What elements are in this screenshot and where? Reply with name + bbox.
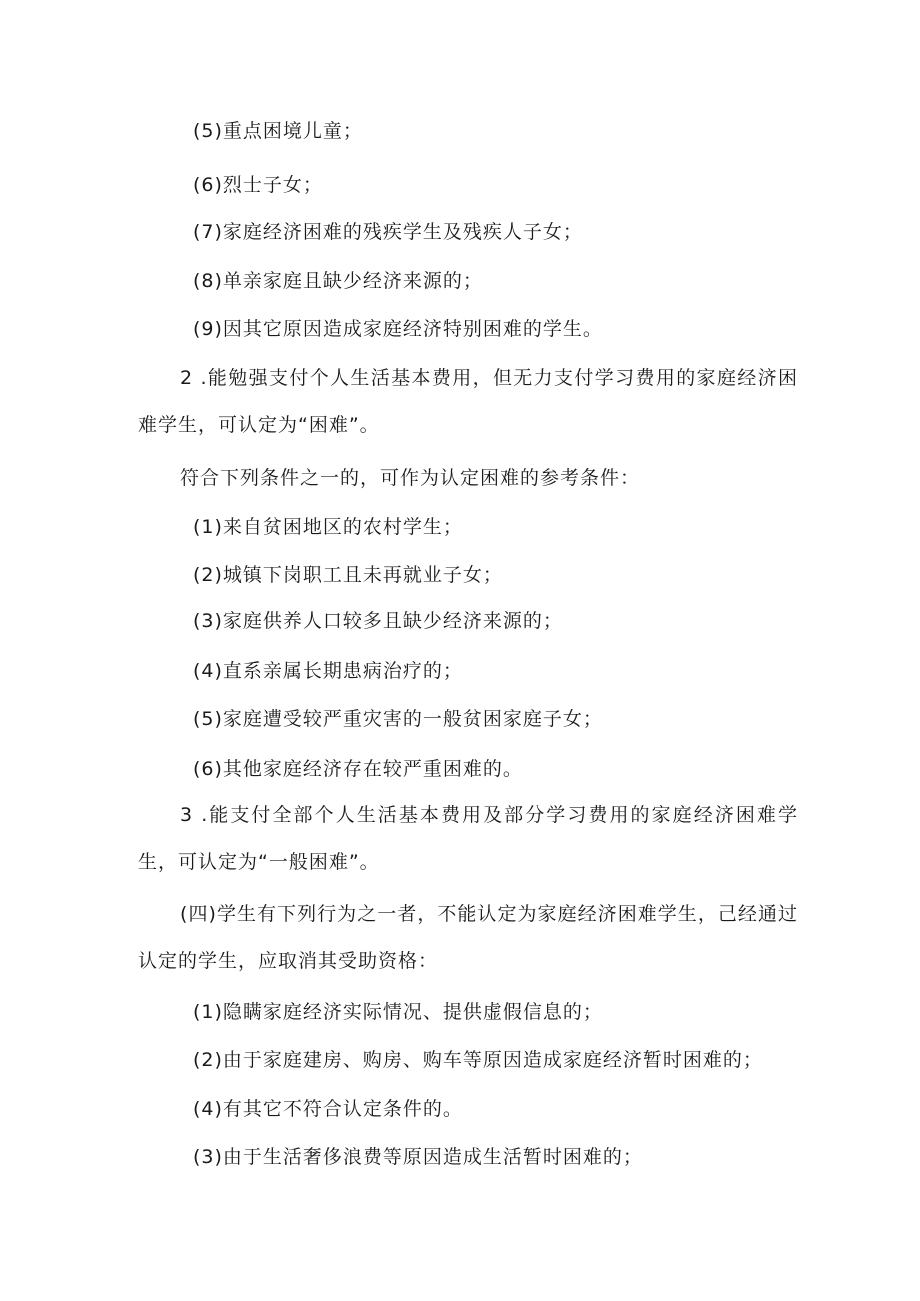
paragraph-reference: 符合下列条件之一的，可作为认定困难的参考条件：: [180, 467, 641, 489]
item-text: 城镇下岗职工且未再就业子女；: [222, 564, 503, 586]
list-item: [193, 1094, 463, 1121]
item-text: 烈士子女；: [222, 174, 323, 196]
item-text: 家庭经济困难的残疾学生及残疾人子女；: [222, 221, 583, 243]
item-marker: (5): [193, 120, 223, 142]
item-marker: (1): [193, 516, 223, 538]
item-marker: (7): [193, 221, 223, 243]
list-item: [193, 170, 323, 197]
list-item: [193, 512, 463, 539]
item-text: 其他家庭经济存在较严重困难的。: [222, 758, 523, 780]
list-item: [193, 217, 583, 244]
item-text: 单亲家庭且缺少经济来源的；: [222, 270, 483, 292]
item-text: 家庭遭受较严重灾害的一般贫困家庭子女；: [222, 708, 603, 730]
item-text: 重点困境儿童；: [222, 120, 363, 142]
item-text: 隐瞒家庭经济实际情况、提供虚假信息的；: [222, 1001, 603, 1023]
item-text: 因其它原因造成家庭经济特别困难的学生。: [222, 318, 603, 340]
list-item: [193, 314, 603, 341]
item-marker: (1): [193, 1001, 223, 1023]
item-marker: (3): [193, 610, 223, 632]
item-marker: (8): [193, 270, 223, 292]
list-item: [193, 560, 503, 587]
item-marker: (6): [193, 174, 223, 196]
paragraph-3: 3 .能支付全部个人生活基本费用及部分学习费用的家庭经济困难学生，可认定为“一般困难”。: [138, 804, 798, 873]
item-text: 有其它不符合认定条件的。: [222, 1098, 463, 1120]
list-item: [193, 606, 563, 633]
item-marker: (9): [193, 318, 223, 340]
item-text: 由于生活奢侈浪费等原因造成生活暂时困难的；: [222, 1146, 643, 1168]
item-marker: (2): [193, 564, 223, 586]
list-item: [193, 754, 523, 781]
list-item: [193, 1142, 643, 1169]
list-item: [193, 116, 363, 143]
item-text: 直系亲属长期患病治疗的；: [222, 660, 463, 682]
item-marker: (4): [193, 1098, 223, 1120]
paragraph-2: 2 .能勉强支付个人生活基本费用，但无力支付学习费用的家庭经济困难学生，可认定为“困难”。: [138, 367, 798, 436]
list-item: [193, 266, 483, 293]
item-text: 由于家庭建房、购房、购车等原因造成家庭经济暂时困难的；: [222, 1049, 763, 1071]
item-marker: (3): [193, 1146, 223, 1168]
item-marker: (5): [193, 708, 223, 730]
list-item: [193, 656, 463, 683]
item-text: 来自贫困地区的农村学生；: [222, 516, 463, 538]
list-item: [193, 997, 603, 1024]
list-item: [193, 1045, 763, 1072]
paragraph-4: (四)学生有下列行为之一者，不能认定为家庭经济困难学生，己经通过认定的学生，应取消其受助资格：: [138, 903, 798, 972]
item-text: 家庭供养人口较多且缺少经济来源的；: [222, 610, 563, 632]
item-marker: (4): [193, 660, 223, 682]
list-item: [193, 704, 603, 731]
item-marker: (2): [193, 1049, 223, 1071]
item-marker: (6): [193, 758, 223, 780]
